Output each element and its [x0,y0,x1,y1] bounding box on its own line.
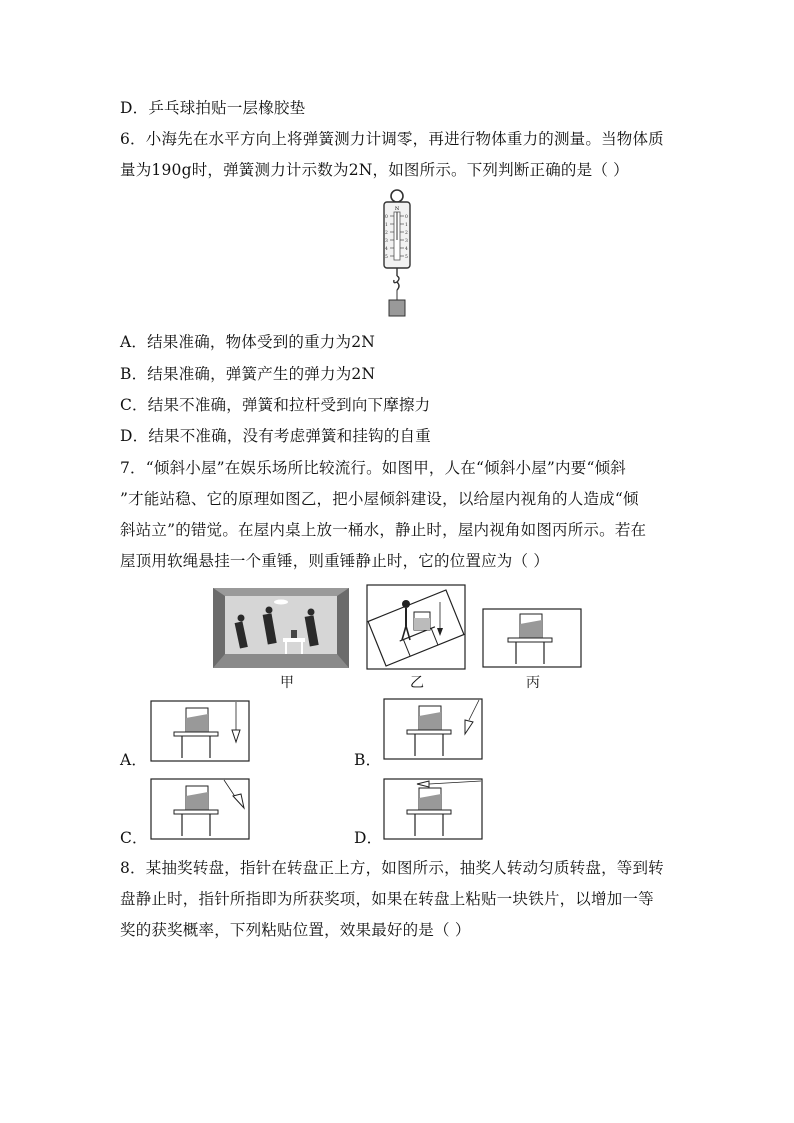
q6-option-c: C．结果不准确，弹簧和拉杆受到向下摩擦力 [120,396,431,414]
scale-unit-letter: N [394,206,400,212]
q7-option-a-figure [150,700,250,762]
scale-tick-right-5: 5 [405,255,408,260]
scale-tick-right-4: 4 [405,247,408,252]
q7-option-d-figure [383,778,483,840]
q6-option-a: A．结果准确，物体受到的重力为2N [120,333,376,351]
q7-stem-line2: ”才能站稳、它的原理如图乙，把小屋倾斜建设，以给屋内视角的人造成“倾 [120,490,639,508]
q7-option-b-label: B． [354,751,382,769]
scale-tick-right-1: 1 [405,223,408,228]
scale-tick-left-0: 0 [385,215,388,220]
q8-stem-line1: 8．某抽奖转盘，指针在转盘正上方，如图所示，抽奖人转动匀质转盘，等到转 [120,859,664,877]
q6-stem-line1: 6．小海先在水平方向上将弹簧测力计调零，再进行物体重力的测量。当物体质 [120,130,664,148]
figure-yi-diagram [366,584,466,670]
figure-jia-photo [213,588,349,668]
scale-tick-right-3: 3 [405,239,408,244]
q7-option-a-label: A． [120,751,148,769]
q6-option-b: B．结果准确，弹簧产生的弹力为2N [120,365,376,383]
q7-option-c-figure [150,778,250,840]
caption-bing: 丙 [526,675,540,691]
scale-tick-left-3: 3 [385,239,388,244]
q6-option-d: D．结果不准确，没有考虑弹簧和挂钩的自重 [120,427,431,445]
scale-tick-right-0: 0 [405,215,408,220]
scale-tick-right-2: 2 [405,231,408,236]
scale-tick-left-2: 2 [385,231,388,236]
q8-stem-line3: 奖的获奖概率，下列粘贴位置，效果最好的是（ ） [120,921,471,939]
q7-option-b-figure [383,698,483,760]
q6-stem-line2: 量为190g时，弹簧测力计示数为2N，如图所示。下列判断正确的是（ ） [120,161,629,179]
q7-option-c-label: C． [120,829,148,847]
caption-jia: 甲 [280,675,294,691]
q7-stem-line3: 斜站立”的错觉。在屋内桌上放一桶水，静止时，屋内视角如图丙所示。若在 [120,521,647,539]
q7-stem-line1: 7．“倾斜小屋”在娱乐场所比较流行。如图甲，人在“倾斜小屋”内要“倾斜 [120,459,626,477]
q7-option-d-label: D． [354,829,383,847]
spring-scale-figure [380,188,420,320]
scale-tick-left-1: 1 [385,223,388,228]
caption-yi: 乙 [410,675,424,691]
q8-stem-line2: 盘静止时，指针所指即为所获奖项，如果在转盘上粘贴一块铁片，以增加一等 [120,890,654,908]
figure-bing-room-view [482,608,582,668]
q7-stem-line4: 屋顶用软绳悬挂一个重锤，则重锤静止时，它的位置应为（ ） [120,552,550,570]
q5-option-d: D．乒乓球拍贴一层橡胶垫 [120,99,306,117]
scale-tick-left-5: 5 [385,255,388,260]
scale-tick-left-4: 4 [385,247,388,252]
